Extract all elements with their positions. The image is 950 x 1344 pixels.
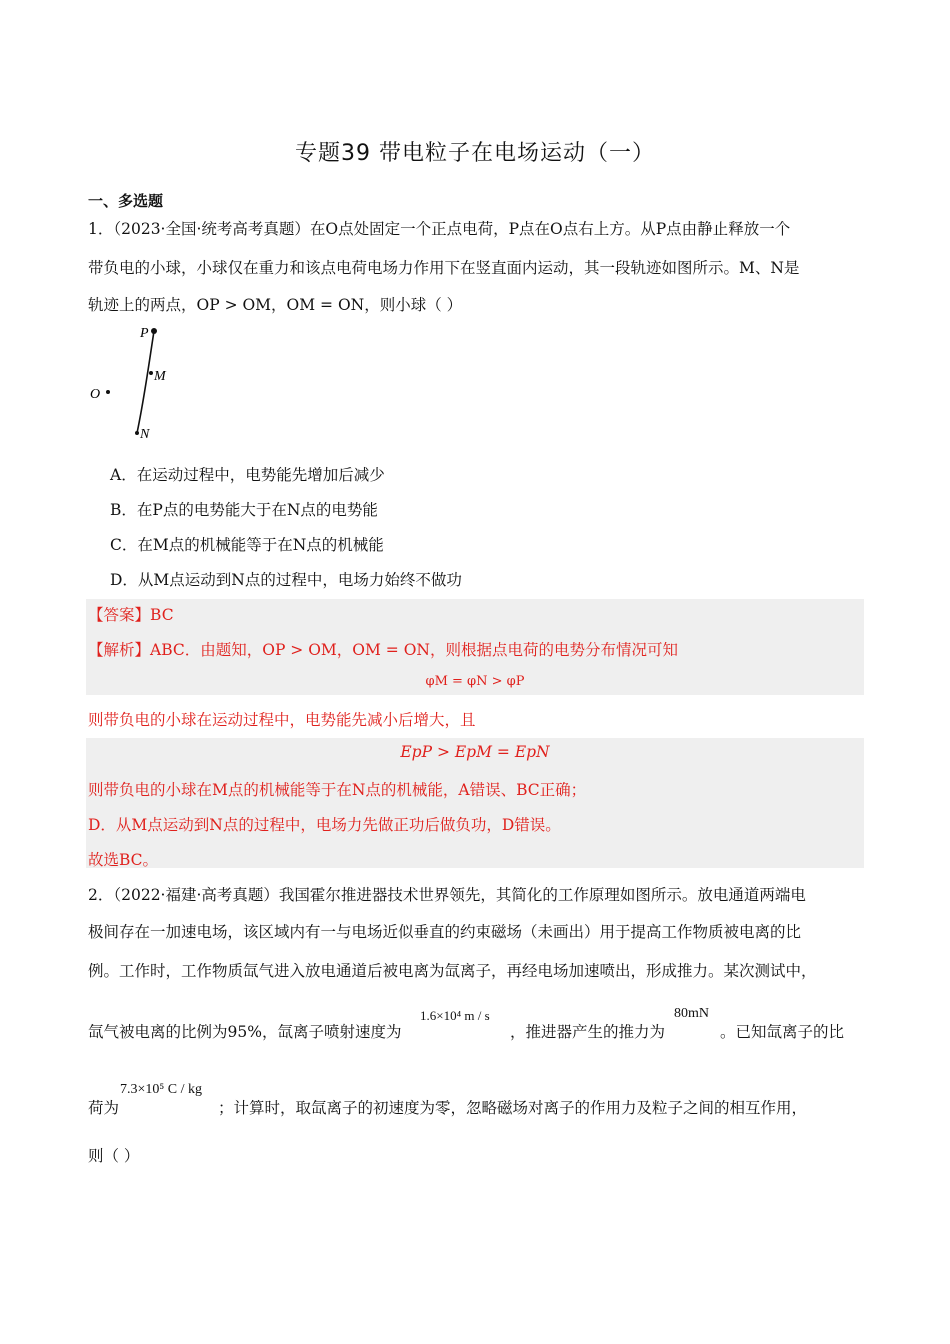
point-o-dot xyxy=(106,390,110,394)
analysis-text1: ABC．由题知，OP > OM，OM = ON，则根据点电荷的电势分布情况可知 xyxy=(150,641,678,659)
page-title: 专题39 带电粒子在电场运动（一） xyxy=(295,141,655,166)
q1-line1: 1．（2023·全国·统考高考真题）在O点处固定一个正点电荷，P点在O点右上方。从P点由静止释放一个 xyxy=(88,220,791,238)
q2-line6: 则（ ） xyxy=(88,1147,140,1165)
q1-line3: 轨迹上的两点，OP > OM，OM = ON，则小球（ ） xyxy=(88,296,463,314)
q2-line3: 例。工作时，工作物质氙气进入放电通道后被电离为氙离子，再经电场加速喷出，形成推力。某次测试中， xyxy=(88,962,817,980)
charge-ratio-formula: 7.3×10⁵ C / kg xyxy=(120,1082,203,1097)
option-d: D．从M点运动到N点的过程中，电场力始终不做功 xyxy=(110,571,462,589)
point-n-dot xyxy=(135,431,139,435)
label-m: M xyxy=(154,369,166,384)
analysis-line5: 故选BC。 xyxy=(88,851,159,869)
point-p-dot xyxy=(151,328,157,334)
q2-line1: 2．（2022·福建·高考真题）我国霍尔推进器技术世界领先，其简化的工作原理如图所示。放电通道两端电 xyxy=(88,886,806,904)
analysis-line2: 则带负电的小球在运动过程中，电势能先减小后增大，且 xyxy=(88,711,476,729)
formula-potential: φM = φN > φP xyxy=(425,674,525,689)
trajectory-curve xyxy=(137,331,154,433)
section-heading: 一、多选题 xyxy=(88,192,164,210)
analysis-tag: 【解析】 xyxy=(88,641,151,659)
option-b: B．在P点的电势能大于在N点的电势能 xyxy=(110,501,378,519)
option-c: C．在M点的机械能等于在N点的机械能 xyxy=(110,536,384,554)
label-p: P xyxy=(140,326,149,341)
label-n: N xyxy=(140,427,150,442)
trajectory-diagram xyxy=(86,320,196,450)
answer-line xyxy=(88,603,174,625)
analysis-line1 xyxy=(88,638,678,660)
q2-line5a: 荷为 xyxy=(88,1099,120,1117)
q1-line2: 带负电的小球，小球仅在重力和该点电荷电场力作用下在竖直面内运动，其一段轨迹如图所示。M、N是 xyxy=(88,259,800,277)
label-o: O xyxy=(90,387,101,402)
analysis-line4: D．从M点运动到N点的过程中，电场力先做正功后做负功，D错误。 xyxy=(88,816,561,834)
formula-energy: EpP > EpM = EpN xyxy=(400,743,550,761)
thrust-formula: 80mN xyxy=(674,1006,709,1021)
answer-value: BC xyxy=(150,606,174,624)
option-a: A．在运动过程中，电势能先增加后减少 xyxy=(110,466,385,484)
q2-line4c: 。已知氙离子的比 xyxy=(720,1023,845,1041)
analysis-line3: 则带负电的小球在M点的机械能等于在N点的机械能，A错误、BC正确； xyxy=(88,781,587,799)
q2-line5b: ；计算时，取氙离子的初速度为零，忽略磁场对离子的作用力及粒子之间的相互作用， xyxy=(218,1099,808,1117)
q2-line4a: 氙气被电离的比例为95%，氙离子喷射速度为 xyxy=(88,1023,402,1041)
speed-formula: 1.6×10⁴ m / s xyxy=(420,1008,490,1023)
point-m-dot xyxy=(149,371,153,375)
q2-line4b: ，推进器产生的推力为 xyxy=(510,1023,666,1041)
q2-line2: 极间存在一加速电场，该区域内有一与电场近似垂直的约束磁场（未画出）用于提高工作物质被电离的比 xyxy=(88,923,802,941)
answer-tag: 【答案】 xyxy=(88,606,151,624)
